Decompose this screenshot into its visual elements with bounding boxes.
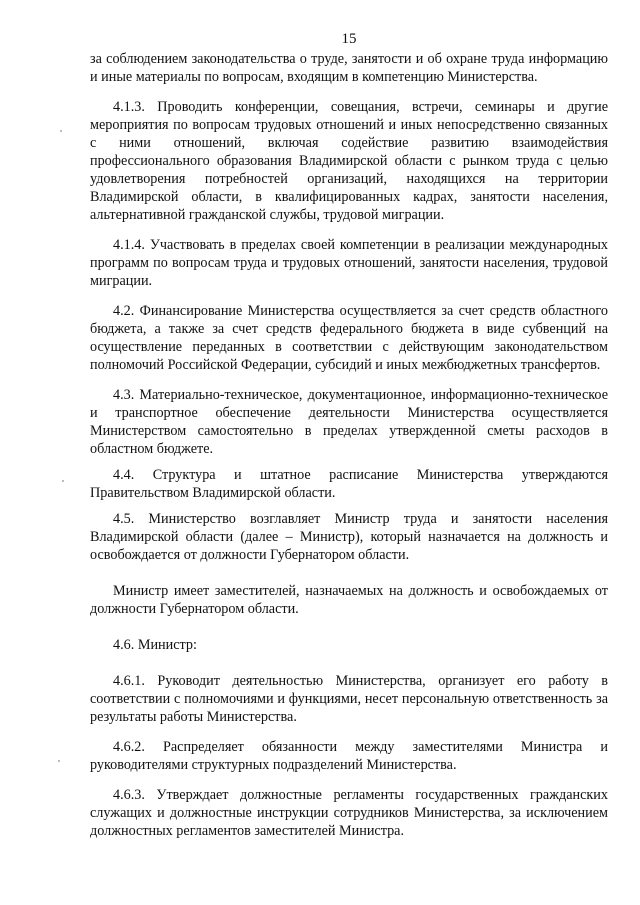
paragraph-continuation: за соблюдением законодательства о труде, занятости и об охране труда информацию и иные материалы по вопросам, входящим в компетенцию Министерства. (90, 51, 608, 85)
paragraph-deputies: Министр имеет заместителей, назначаемых на должность и освобождаемых от должности Губернатором области. (90, 583, 608, 617)
document-page (90, 30, 608, 890)
page-body (90, 50, 608, 840)
paragraph-4-6-3: 4.6.3. Утверждает должностные регламенты государственных гражданских служащих и должностные инструкции сотрудников Министерства, за исключением должностных регламентов заместителей Министра. (90, 787, 608, 839)
scan-speck (60, 130, 62, 132)
paragraph-4-5: 4.5. Министерство возглавляет Министр труда и занятости населения Владимирской области (далее – Министр), который назначается на должность и освобождается от должности Губернатором области. (90, 511, 608, 563)
paragraph-4-4: 4.4. Структура и штатное расписание Министерства утверждаются Правительством Владимирской области. (90, 467, 608, 501)
paragraph-4-6: 4.6. Министр: (113, 637, 197, 653)
paragraph-4-1-4: 4.1.4. Участвовать в пределах своей компетенции в реализации международных программ по вопросам труда и трудовых отношений, занятости населения, трудовой миграции. (90, 237, 608, 289)
paragraph-4-1-3: 4.1.3. Проводить конференции, совещания, встречи, семинары и другие мероприятия по вопросам трудовых отношений и иных непосредственно связанных с ними отношений, включая содействие развитию взаимодействия профессионального образования Владимирской области с рынком труда с целью удовлетворения потребностей организаций, находящихся на территории Владимирской области, в квалифицированных кадрах, занятости населения, альтернативной гражданской службы, трудовой миграции. (90, 99, 608, 223)
scan-speck (62, 480, 64, 482)
paragraph-4-6-1: 4.6.1. Руководит деятельностью Министерства, организует его работу в соответствии с полномочиями и функциями, несет персональную ответственность за результаты работы Министерства. (90, 673, 608, 725)
scan-speck (58, 760, 60, 762)
paragraph-4-2: 4.2. Финансирование Министерства осуществляется за счет средств областного бюджета, а также за счет средств федерального бюджета в виде субвенций на осуществление переданных в соответствии с действующим законодательством полномочий Российской Федерации, субсидий и иных межбюджетных трансфертов. (90, 303, 608, 373)
page-number: 15 (341, 31, 357, 47)
paragraph-4-6-2: 4.6.2. Распределяет обязанности между заместителями Министра и руководителями структурных подразделений Министерства. (90, 739, 608, 773)
paragraph-4-3: 4.3. Материально-техническое, документационное, информационно-техническое и транспортное обеспечение деятельности Министерства осуществляется Министерством самостоятельно в пределах утвержденной сметы расходов в областном бюджете. (90, 387, 608, 457)
